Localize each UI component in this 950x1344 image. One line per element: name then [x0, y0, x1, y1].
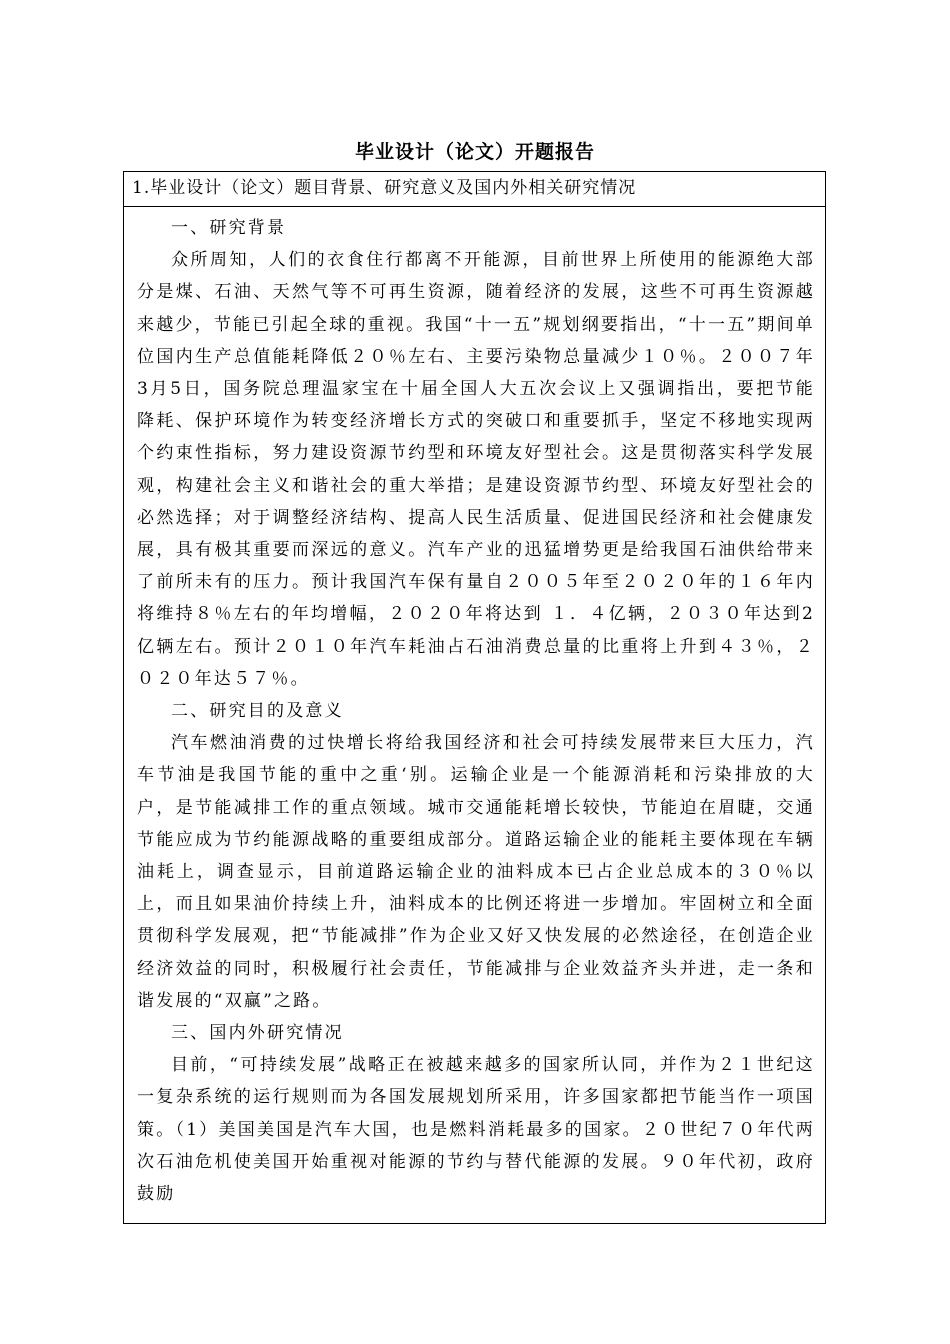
report-title: 毕业设计（论文）开题报告 — [354, 141, 595, 163]
heading-purpose-significance: 二、研究目的及意义 — [171, 701, 344, 722]
report-table — [123, 171, 826, 1224]
paragraph-domestic-foreign-research: 目前，“可持续发展”战略正在被越来越多的国家所认同，并作为２１世纪这一复杂系统的运行规则而为各国发展规划所采用，许多国家都把节能当作一项国策。（1）美国美国是汽车大国，也是燃料消耗最多的国家。２０世纪７０年代两次石油危机使美国开始重视对能源的节约与替代能源的发展。９０年代初，政府鼓励 — [137, 1055, 815, 1205]
section-header: 1.毕业设计（论文）题目背景、研究意义及国内外相关研究情况 — [124, 172, 825, 207]
heading-domestic-foreign-research: 三、国内外研究情况 — [171, 1023, 344, 1044]
paragraph-purpose-significance: 汽车燃油消费的过快增长将给我国经济和社会可持续发展带来巨大压力，汽车节油是我国节能的重中之重‘别。运输企业是一个能源消耗和污染排放的大户，是节能减排工作的重点领域。城市交通能耗增长较快，节能迫在眉睫，交通节能应成为节约能源战略的重要组成部分。道路运输企业的能耗主要体现在车辆油耗上，调查显示，目前道路运输企业的油料成本已占企业总成本的３０％以上，而且如果油价持续上升，油料成本的比例还将进一步增加。牢固树立和全面贯彻科学发展观，把“节能减排”作为企业又好又快发展的必然途径，在创造企业经济效益的同时，积极履行社会责任，节能减排与企业效益齐头并进，走一条和谐发展的“双赢”之路。 — [137, 733, 815, 1011]
report-content — [124, 207, 825, 1210]
paragraph-research-background: 众所周知，人们的衣食住行都离不开能源，目前世界上所使用的能源绝大部分是煤、石油、天然气等不可再生资源，随着经济的发展，这些不可再生资源越来越少，节能已引起全球的重视。我国“十一五”规划纲要指出，“十一五”期间单位国内生产总值能耗降低２０％左右、主要污染物总量减少１０％。２００７年3月5日，国务院总理温家宝在十届全国人大五次会议上又强调指出，要把节能降耗、保护环境作为转变经济增长方式的突破口和重要抓手，坚定不移地实现两个约束性指标，努力建设资源节约型和环境友好型社会。这是贯彻落实科学发展观，构建社会主义和谐社会的重大举措；是建设资源节约型、环境友好型社会的必然选择；对于调整经济结构、提高人民生活质量、促进国民经济和社会健康发展，具有极其重要而深远的意义。汽车产业的迅猛增势更是给我国石油供给带来了前所未有的压力。预计我国汽车保有量自２００５年至２０２０年的１６年内将维持８％左右的年均增幅，２０２０年将达到 １．４亿辆，２０３０年达到2亿辆左右。预计２０１０年汽车耗油占石油消费总量的比重将上升到４３％，２０２０年达５７％。 — [137, 250, 815, 689]
heading-research-background: 一、研究背景 — [171, 218, 287, 238]
